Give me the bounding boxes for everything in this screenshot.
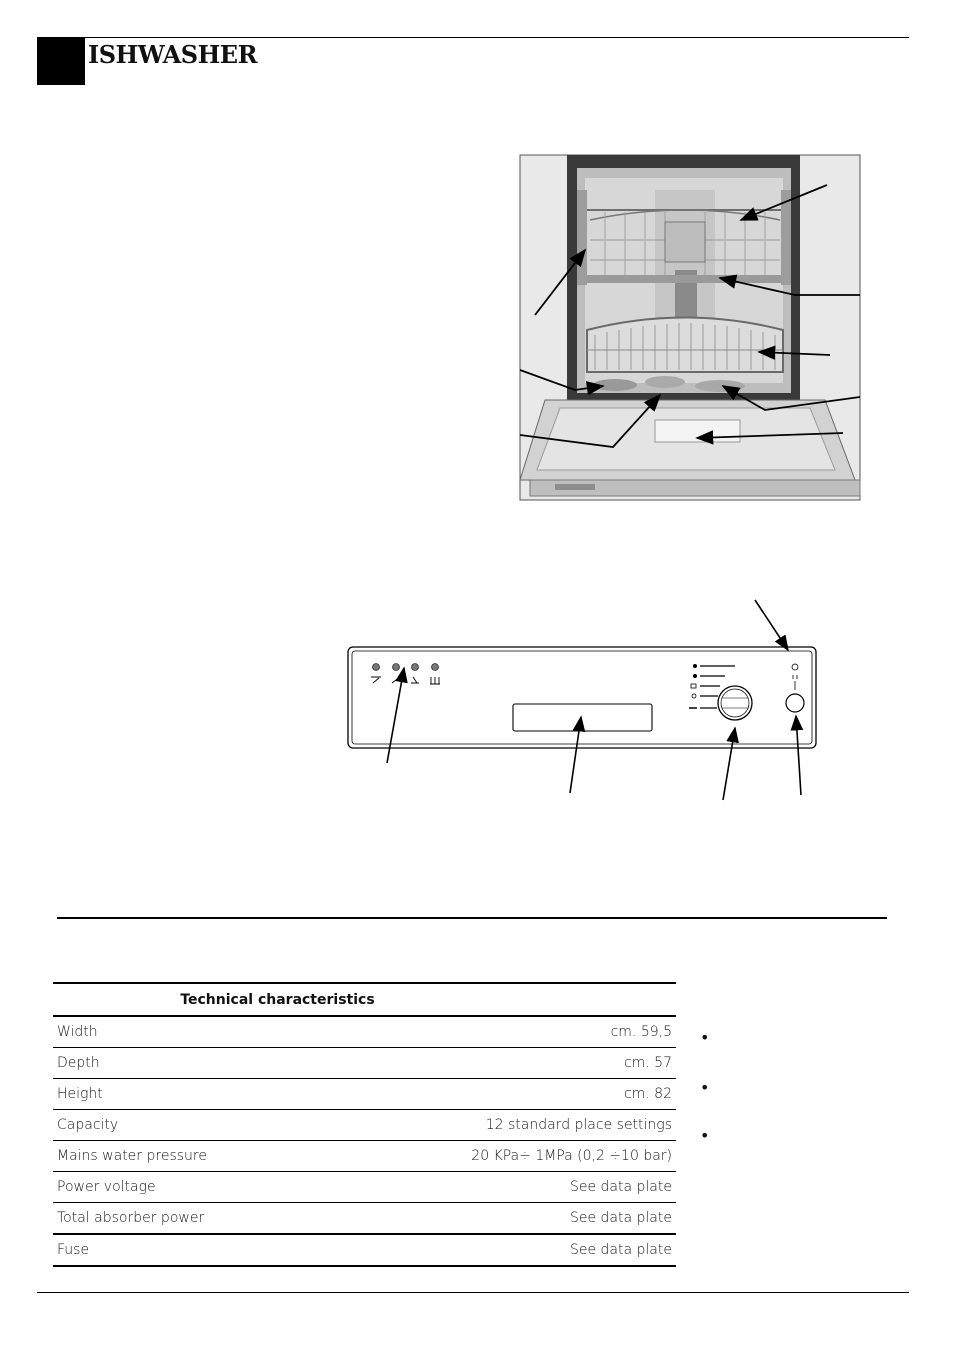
row-value: 12 standard place settings <box>321 1110 676 1141</box>
row-label: Depth <box>53 1048 321 1079</box>
bullet-point: • <box>700 1028 710 1047</box>
row-value: 20 KPa÷ 1MPa (0,2 ÷10 bar) <box>321 1141 676 1172</box>
dishwasher-interior-figure <box>515 150 865 505</box>
row-value: See data plate <box>321 1172 676 1203</box>
table-heading: Technical characteristics <box>53 983 676 1016</box>
row-label: Power voltage <box>53 1172 321 1203</box>
header-black-block <box>37 37 85 85</box>
row-label: Height <box>53 1079 321 1110</box>
display-window <box>513 704 652 731</box>
table-row <box>53 1141 676 1172</box>
row-value: cm. 59,5 <box>321 1016 676 1048</box>
table-row <box>53 1048 676 1079</box>
lower-basket <box>587 318 783 373</box>
page-title: ISHWASHER <box>88 40 258 69</box>
row-label: Mains water pressure <box>53 1141 321 1172</box>
technical-characteristics-table <box>53 982 676 1267</box>
bullet-point: • <box>700 1078 710 1097</box>
bullet-point: • <box>700 1126 710 1145</box>
header-rule <box>37 37 909 38</box>
table-row <box>53 1079 676 1110</box>
row-label: Fuse <box>53 1234 321 1266</box>
table-row <box>53 1203 676 1235</box>
row-label: Width <box>53 1016 321 1048</box>
row-value: cm. 57 <box>321 1048 676 1079</box>
control-panel-figure <box>325 590 825 805</box>
table-header-row <box>53 983 676 1016</box>
table-row <box>53 1110 676 1141</box>
row-value: See data plate <box>321 1203 676 1235</box>
row-value: See data plate <box>321 1234 676 1266</box>
row-label: Total absorber power <box>53 1203 321 1235</box>
row-value: cm. 82 <box>321 1079 676 1110</box>
table-row <box>53 1016 676 1048</box>
table-row <box>53 1234 676 1266</box>
table-row <box>53 1172 676 1203</box>
footer-rule <box>37 1292 909 1293</box>
section-divider <box>57 917 887 919</box>
row-label: Capacity <box>53 1110 321 1141</box>
